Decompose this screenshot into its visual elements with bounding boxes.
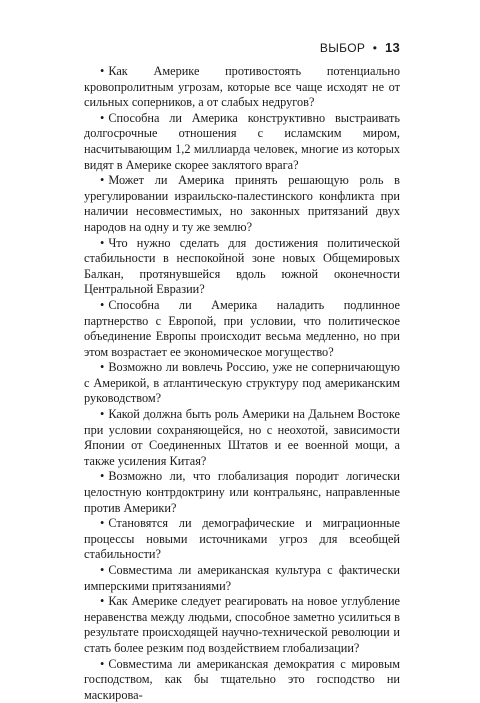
paragraph bbox=[84, 563, 400, 594]
paragraph-text: Возможно ли, что глобализация породит логически целостную контрдоктрину или контральянс, направленные против Америки? bbox=[84, 469, 400, 515]
paragraph-text: Может ли Америка принять решающую роль в урегулировании израильско-палестинского конфликта при наличии несовместимых, но законных притязаний двух народов на одну и ту же землю? bbox=[84, 173, 400, 234]
paragraph bbox=[84, 298, 400, 360]
paragraph-text: Совместима ли американская культура с фактически имперскими притязаниями? bbox=[84, 563, 400, 593]
paragraph bbox=[84, 657, 400, 703]
paragraph bbox=[84, 111, 400, 173]
paragraph-text: Способна ли Америка наладить подлинное партнерство с Европой, при условии, что политическое объединение Европы происходит весьма медленно, но при этом возрастает ее экономическое могущество? bbox=[84, 297, 400, 359]
paragraph-text: Какой должна быть роль Америки на Дальнем Востоке при условии сохраняющейся, но с неохотой, зависимости Японии от Соединенных Штатов и ее военной мощи, а также усиления Китая? bbox=[84, 407, 400, 468]
bullet-marker: • bbox=[100, 563, 105, 577]
paragraph bbox=[84, 516, 400, 563]
bullet-marker: • bbox=[100, 173, 105, 188]
paragraph-text: Становятся ли демографические и миграционные процессы новыми источниками угроз для всеобщей стабильности? bbox=[84, 516, 400, 562]
paragraph bbox=[84, 236, 400, 298]
bullet-marker: • bbox=[100, 516, 105, 531]
bullet-marker: • bbox=[100, 235, 105, 250]
paragraph bbox=[84, 64, 400, 111]
body-text bbox=[84, 64, 400, 703]
paragraph bbox=[84, 407, 400, 469]
paragraph bbox=[84, 360, 400, 407]
page-number: 13 bbox=[384, 40, 400, 55]
paragraph bbox=[84, 173, 400, 235]
paragraph bbox=[84, 594, 400, 656]
bullet-marker: • bbox=[100, 360, 105, 375]
bullet-marker: • bbox=[100, 407, 105, 422]
paragraph-text: Возможно ли вовлечь Россию, уже не соперничающую с Америкой, в атлантическую структуру под американским руководством? bbox=[84, 360, 400, 406]
paragraph-text: Что нужно сделать для достижения политической стабильности в неспокойной зоне новых Общемировых Балкан, протянувшейся вдоль южной оконечности Центральной Евразии? bbox=[84, 235, 400, 297]
bullet-marker: • bbox=[100, 64, 105, 78]
paragraph-text: Как Америке противостоять потенциально кровопролитным угрозам, которые все чаще исходят не от сильных соперников, а от слабых недругов? bbox=[84, 64, 400, 110]
running-head-title: ВЫБОР bbox=[319, 41, 366, 55]
bullet-marker: • bbox=[100, 297, 105, 312]
running-head bbox=[320, 40, 400, 55]
paragraph-text: Способна ли Америка конструктивно выстраивать долгосрочные отношения с исламским миром, насчитывающим 1,2 миллиарда человек, многие из которых видят в Америке скорее заклятого врага? bbox=[84, 110, 400, 172]
running-head-separator: • bbox=[372, 41, 378, 55]
paragraph bbox=[84, 469, 400, 516]
bullet-marker: • bbox=[100, 594, 105, 609]
paragraph-text: Совместима ли американская демократия с мировым господством, как бы тщательно это господство ни маскирова- bbox=[84, 656, 400, 702]
bullet-marker: • bbox=[100, 469, 105, 484]
bullet-marker: • bbox=[100, 656, 105, 671]
bullet-marker: • bbox=[100, 110, 105, 125]
paragraph-text: Как Америке следует реагировать на новое углубление неравенства между людьми, способное заметно усилиться в результате происходящей научно-технической революции и стать более резким под воздействием глобализации? bbox=[84, 594, 400, 655]
